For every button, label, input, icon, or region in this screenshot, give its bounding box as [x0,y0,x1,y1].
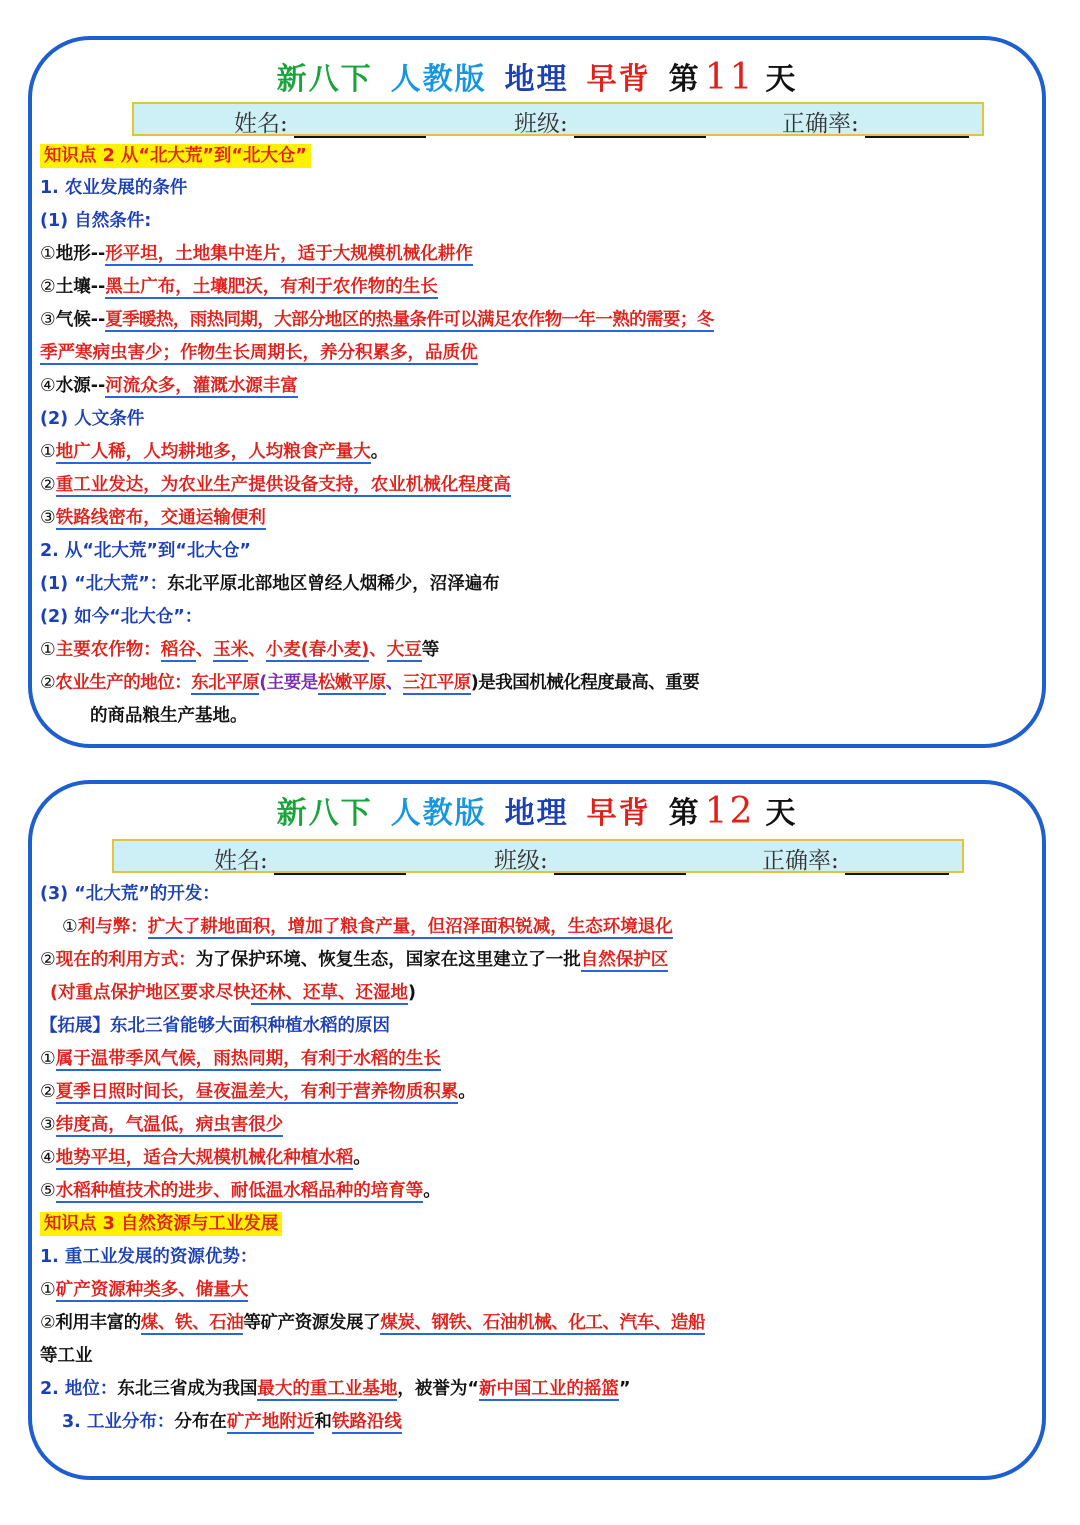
knowledge-point-3: 知识点 3 自然资源与工业发展 [40,1212,282,1236]
day-11-card [28,36,1046,748]
item-soil: ②土壤--黑土广布，土壤肥沃，有利于农作物的生长 [40,277,438,297]
name-field[interactable]: 姓名: [214,842,406,875]
knowledge-point-2: 知识点 2 从“北大荒”到“北大仓” [40,144,311,168]
item-rice-2: ②夏季日照时间长，昼夜温差大，有利于营养物质积累。 [40,1082,476,1102]
item-water: ④水源--河流众多，灌溉水源丰富 [40,376,298,396]
item-current-use-note: (对重点保护地区要求尽快还林、还草、还湿地) [50,983,416,1003]
name-class-bar [112,839,964,873]
item-beidahuang: (1) “北大荒”：东北平原北部地区曾经人烟稀少，沼泽遍布 [40,574,500,594]
heading-human-conditions: (2) 人文条件 [40,409,145,429]
item-resource-2-cont: 等工业 [40,1346,93,1366]
card-title: 新八下 人教版 地理 早背 第 11 天 [276,57,798,98]
item-distribution: 3. 工业分布：分布在矿产地附近和铁路沿线 [62,1412,402,1432]
accuracy-field[interactable]: 正确率: [782,105,969,138]
item-terrain: ①地形--形平坦，土地集中连片，适于大规模机械化耕作 [40,244,473,264]
heading-beidahuang-to-beidacang: 2. 从“北大荒”到“北大仓” [40,541,251,561]
item-climate: ③气候--夏季暖热，雨热同期，大部分地区的热量条件可以满足农作物一年一熟的需要；冬 [40,310,714,330]
day-12-card [28,780,1046,1480]
heading-natural-conditions: (1) 自然条件: [40,211,152,231]
item-agri-status-cont: 的商品粮生产基地。 [90,706,248,726]
item-rice-4: ④地势平坦，适合大规模机械化种植水稻。 [40,1148,371,1168]
item-climate-cont: 季严寒病虫害少；作物生长周期长，养分积累多，品质优 [40,343,478,363]
heading-extension: 【拓展】东北三省能够大面积种植水稻的原因 [40,1016,390,1036]
name-field[interactable]: 姓名: [234,105,426,138]
item-resource-2: ②利用丰富的煤、铁、石油等矿产资源发展了煤炭、钢铁、石油机械、化工、汽车、造船 [40,1313,706,1333]
heading-resource-advantage: 1. 重工业发展的资源优势： [40,1247,258,1267]
name-class-bar [132,102,984,136]
item-rice-1: ①属于温带季风气候，雨热同期，有利于水稻的生长 [40,1049,441,1069]
heading-agri-conditions: 1. 农业发展的条件 [40,178,188,198]
item-human-3: ③铁路线密布，交通运输便利 [40,508,266,528]
item-resource-1: ①矿产资源种类多、储量大 [40,1280,249,1300]
heading-beidacang-now: (2) 如今“北大仓”： [40,607,203,627]
class-field[interactable]: 班级: [494,842,686,875]
heading-development: (3) “北大荒”的开发： [40,884,220,904]
accuracy-field[interactable]: 正确率: [762,842,949,875]
item-human-1: ①地广人稀，人均耕地多，人均粮食产量大。 [40,442,389,462]
item-main-crops: ①主要农作物：稻谷、玉米、小麦(春小麦)、大豆等 [40,640,440,660]
class-field[interactable]: 班级: [514,105,706,138]
item-status: 2. 地位：东北三省成为我国最大的重工业基地，被誉为“新中国工业的摇篮” [40,1379,631,1399]
item-rice-5: ⑤水稻种植技术的进步、耐低温水稻品种的培育等。 [40,1181,441,1201]
item-current-use: ②现在的利用方式：为了保护环境、恢复生态，国家在这里建立了一批自然保护区 [40,950,669,970]
item-pros-cons: ①利与弊：扩大了耕地面积，增加了粮食产量，但沼泽面积锐减，生态环境退化 [62,917,673,937]
item-rice-3: ③纬度高，气温低，病虫害很少 [40,1115,284,1135]
item-human-2: ②重工业发达，为农业生产提供设备支持，农业机械化程度高 [40,475,511,495]
item-agri-status: ②农业生产的地位：东北平原(主要是松嫩平原、三江平原)是我国机械化程度最高、重要 [40,673,700,693]
card-title: 新八下 人教版 地理 早背 第 12 天 [276,791,798,832]
